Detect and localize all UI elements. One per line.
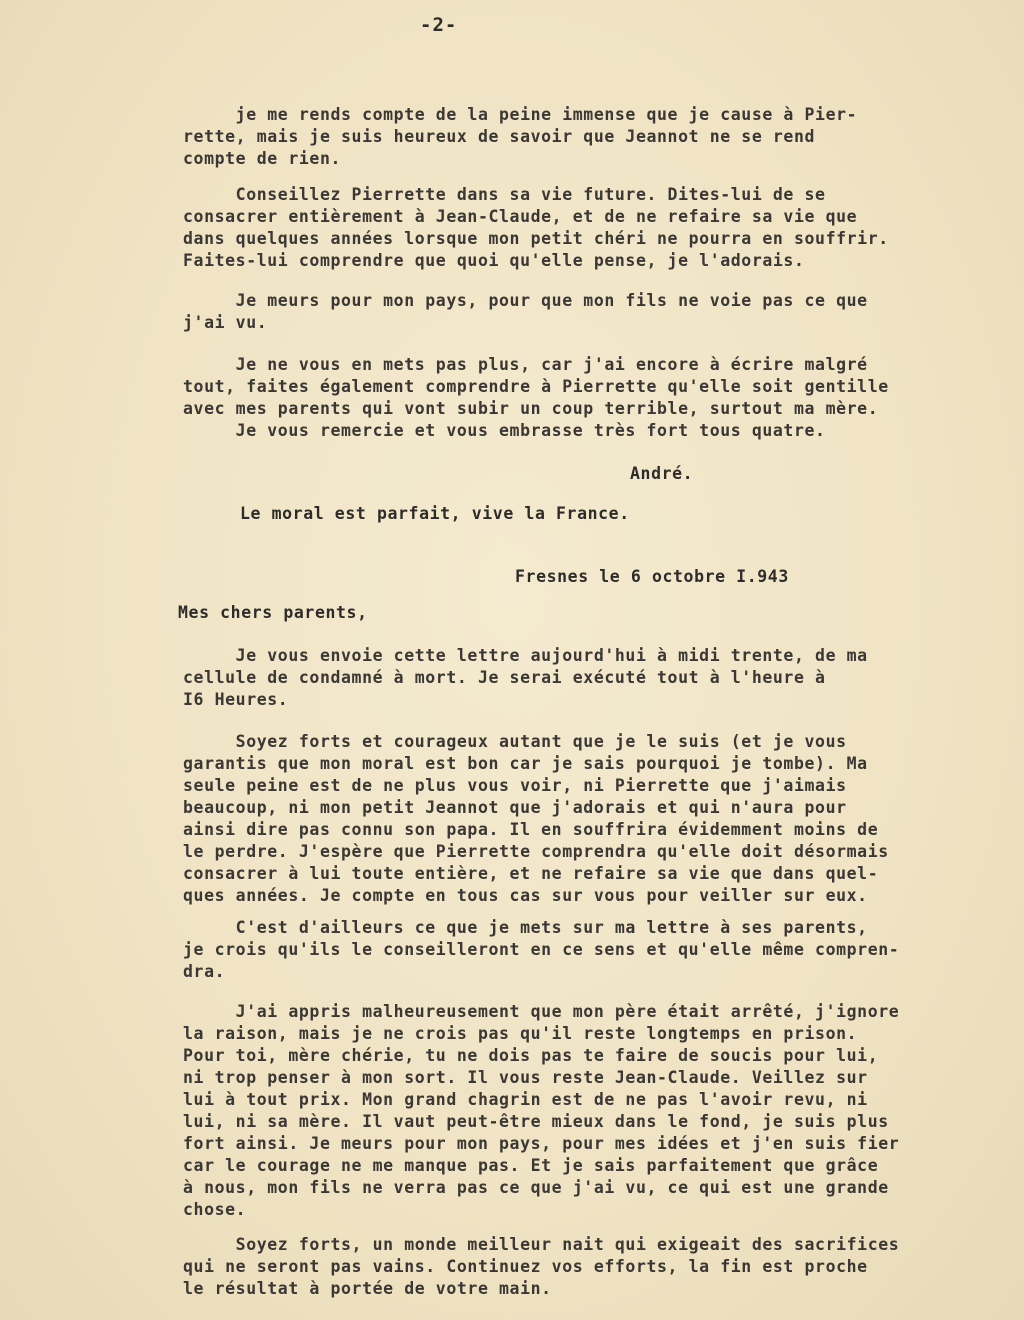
paragraph bbox=[183, 917, 1013, 983]
paragraph bbox=[183, 184, 1013, 272]
text-line: le résultat à portée de votre main. bbox=[183, 1279, 552, 1298]
text-line: j'ai vu. bbox=[183, 313, 268, 332]
text-line: Je vous remercie et vous embrasse très fort tous quatre. bbox=[183, 421, 826, 440]
text-line: à nous, mon fils ne verra pas ce que j'ai vu, ce qui est une grande bbox=[183, 1178, 889, 1197]
text-line: dra. bbox=[183, 962, 226, 981]
text-line: Je meurs pour mon pays, pour que mon fils ne voie pas ce que bbox=[183, 291, 868, 310]
paragraph bbox=[183, 1234, 1013, 1300]
text-line: je me rends compte de la peine immense que je cause à Pier- bbox=[183, 105, 858, 124]
paragraph bbox=[183, 731, 1013, 907]
text-line: dans quelques années lorsque mon petit chéri ne pourra en souffrir. bbox=[183, 229, 889, 248]
paragraph bbox=[183, 645, 1013, 711]
text-line: ainsi dire pas connu son papa. Il en souffrira évidemment moins de bbox=[183, 820, 879, 839]
text-line: compte de rien. bbox=[183, 149, 342, 168]
text-line: tout, faites également comprendre à Pierrette qu'elle soit gentille bbox=[183, 377, 889, 396]
text-line: lui, ni sa mère. Il vaut peut-être mieux dans le fond, je suis plus bbox=[183, 1112, 889, 1131]
paragraph bbox=[183, 104, 1013, 170]
paragraph bbox=[183, 1001, 1013, 1221]
text-line: car le courage ne me manque pas. Et je sais parfaitement que grâce bbox=[183, 1156, 879, 1175]
text-line: garantis que mon moral est bon car je sais pourquoi je tombe). Ma bbox=[183, 754, 868, 773]
text-line: ques années. Je compte en tous cas sur vous pour veiller sur eux. bbox=[183, 886, 868, 905]
text-line: Faites-lui comprendre que quoi qu'elle pense, je l'adorais. bbox=[183, 251, 805, 270]
date-line: Fresnes le 6 octobre I.943 bbox=[515, 567, 789, 586]
text-line: consacrer à lui toute entière, et ne refaire sa vie que dans quel- bbox=[183, 864, 879, 883]
text-line: Conseillez Pierrette dans sa vie future. Dites-lui de se bbox=[183, 185, 826, 204]
text-line: seule peine est de ne plus vous voir, ni Pierrette que j'aimais bbox=[183, 776, 847, 795]
page-number: -2- bbox=[420, 14, 458, 36]
text-line: lui à tout prix. Mon grand chagrin est de ne pas l'avoir revu, ni bbox=[183, 1090, 868, 1109]
signature: André. bbox=[630, 464, 694, 483]
text-line: I6 Heures. bbox=[183, 690, 289, 709]
text-line: Je vous envoie cette lettre aujourd'hui à midi trente, de ma bbox=[183, 646, 868, 665]
text-line: avec mes parents qui vont subir un coup terrible, surtout ma mère. bbox=[183, 399, 879, 418]
text-line: le perdre. J'espère que Pierrette comprendra qu'elle doit désormais bbox=[183, 842, 889, 861]
text-line: C'est d'ailleurs ce que je mets sur ma lettre à ses parents, bbox=[183, 918, 868, 937]
salutation: Mes chers parents, bbox=[178, 603, 368, 622]
paragraph bbox=[183, 354, 1013, 442]
text-line: qui ne seront pas vains. Continuez vos efforts, la fin est proche bbox=[183, 1257, 868, 1276]
text-line: la raison, mais je ne crois pas qu'il reste longtemps en prison. bbox=[183, 1024, 858, 1043]
paragraph bbox=[183, 290, 1013, 334]
text-line: Soyez forts et courageux autant que je le suis (et je vous bbox=[183, 732, 847, 751]
closing-line: Le moral est parfait, vive la France. bbox=[240, 504, 630, 523]
text-line: ni trop penser à mon sort. Il vous reste Jean-Claude. Veillez sur bbox=[183, 1068, 868, 1087]
text-line: J'ai appris malheureusement que mon père était arrêté, j'ignore bbox=[183, 1002, 900, 1021]
text-line: je crois qu'ils le conseilleront en ce sens et qu'elle même compren- bbox=[183, 940, 900, 959]
text-line: Pour toi, mère chérie, tu ne dois pas te faire de soucis pour lui, bbox=[183, 1046, 879, 1065]
text-line: beaucoup, ni mon petit Jeannot que j'adorais et qui n'aura pour bbox=[183, 798, 847, 817]
text-line: Soyez forts, un monde meilleur nait qui exigeait des sacrifices bbox=[183, 1235, 900, 1254]
text-line: chose. bbox=[183, 1200, 247, 1219]
text-line: Je ne vous en mets pas plus, car j'ai encore à écrire malgré bbox=[183, 355, 868, 374]
text-line: consacrer entièrement à Jean-Claude, et de ne refaire sa vie que bbox=[183, 207, 858, 226]
text-line: rette, mais je suis heureux de savoir que Jeannot ne se rend bbox=[183, 127, 816, 146]
text-line: cellule de condamné à mort. Je serai exécuté tout à l'heure à bbox=[183, 668, 826, 687]
text-line: fort ainsi. Je meurs pour mon pays, pour mes idées et j'en suis fier bbox=[183, 1134, 900, 1153]
